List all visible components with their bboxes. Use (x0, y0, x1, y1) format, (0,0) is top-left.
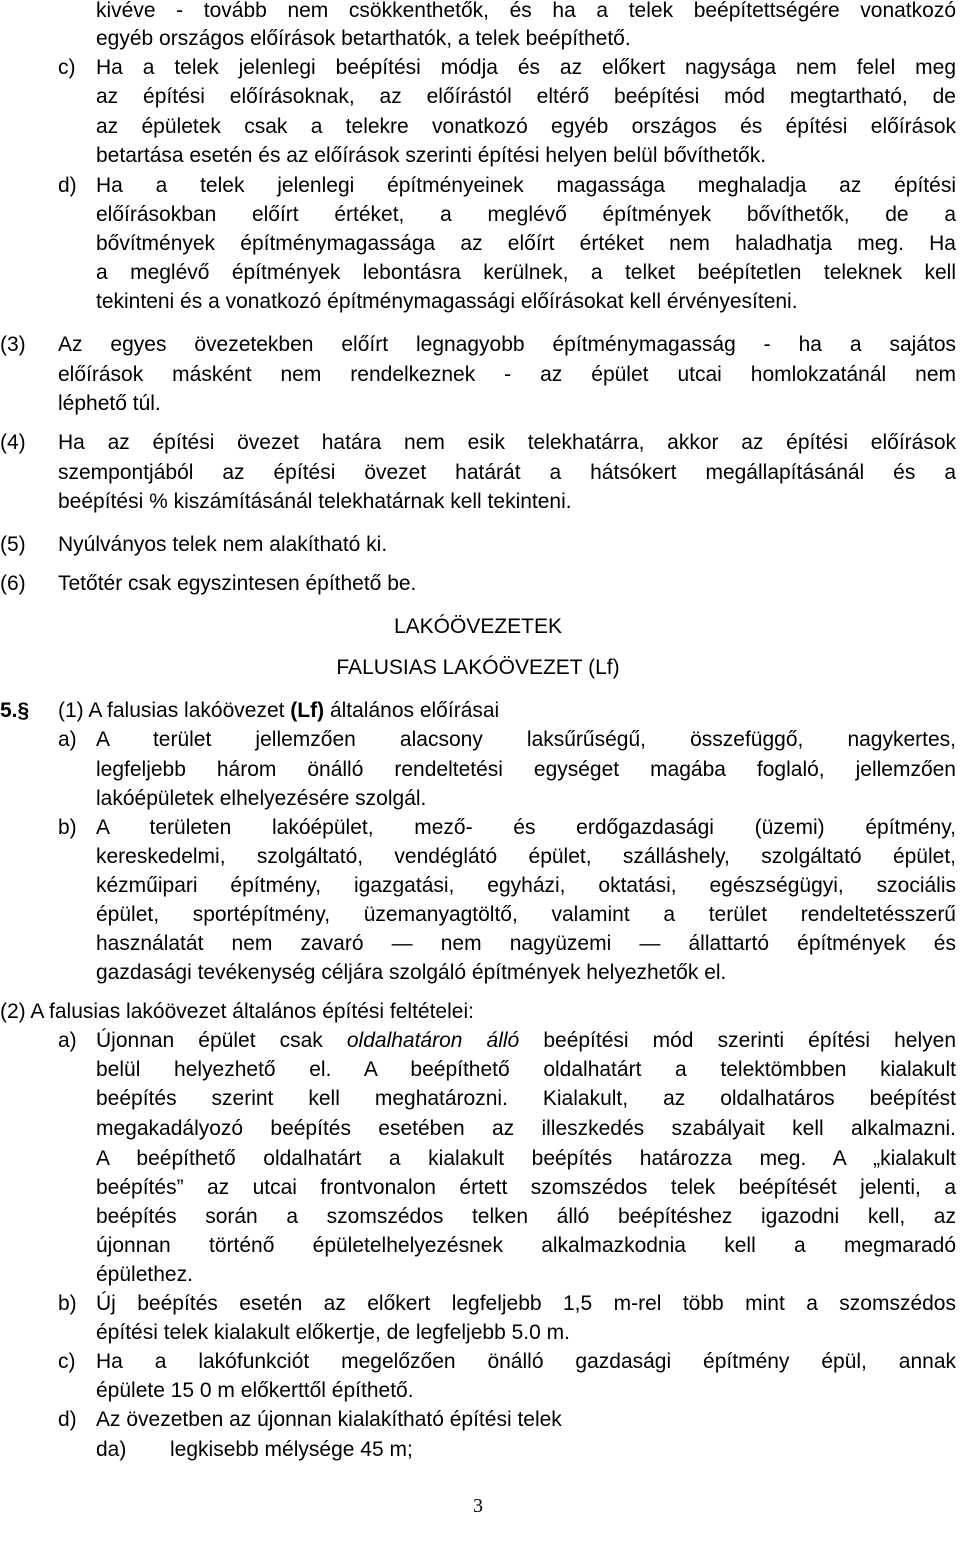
paragraph-line: a meglévő építmények lebontásra kerülnek, a telket beépítetlen teleknek kell (96, 261, 956, 284)
paragraph-line: betartása esetén és az előírások szerinti építési helyen belül bővíthetők. (96, 144, 767, 167)
item-label: d) (58, 174, 77, 197)
paragraph-line: építési telek kialakult előkertje, de legfeljebb 5.0 m. (96, 1321, 570, 1344)
paragraph-line: megakadályozó beépítés esetében az illeszkedés szabályait kell alkalmazni. (96, 1117, 956, 1140)
paragraph-line: Ha a telek jelenlegi beépítési módja és az előkert nagysága nem felel meg (96, 56, 956, 79)
paragraph-line: szempontjából az építési övezet határát a hátsókert megállapításánál és a (58, 461, 956, 484)
paragraph-heading: (2) A falusias lakóövezet általános építési feltételei: (0, 1000, 474, 1023)
paragraph-line: kereskedelmi, szolgáltató, vendéglátó épület, szálláshely, szolgáltató épület, (96, 845, 956, 868)
paragraph-line: léphető túl. (58, 392, 161, 415)
paragraph-line: Ha a telek jelenlegi építményeinek magassága meghaladja az építési (96, 174, 956, 197)
paragraph-line: beépítés szerint kell meghatározni. Kialakult, az oldalhatáros beépítést (96, 1087, 956, 1110)
paragraph-line: tekinteni és a vonatkozó építménymagassági előírásokat kell érvényesíteni. (96, 290, 798, 313)
paragraph-line: épülethez. (96, 1263, 193, 1286)
paragraph-line: Ha az építési övezet határa nem esik telekhatárra, akkor az építési előírások (58, 431, 956, 454)
paragraph-line: bővítmények építménymagassága az előírt értéket nem haladhatja meg. Ha (96, 232, 956, 255)
text-run: beépítési mód szerinti építési helyen (519, 1029, 956, 1052)
subitem-label: da) (96, 1438, 127, 1461)
paragraph-line: épület, sportépítmény, üzemanyagtöltő, valamint a terület rendeltetésszerű (96, 903, 956, 926)
section-number: 5.§ (0, 699, 30, 722)
paragraph-line: Ha a lakófunkciót megelőzően önálló gazdasági építmény épül, annak (96, 1350, 956, 1373)
paragraph-line: újonnan történő épületelhelyezésnek alkalmazkodnia kell a megmaradó (96, 1234, 956, 1257)
paragraph-line: belül helyezhető el. A beépíthető oldalhatárt a telektömbben kialakult (96, 1058, 956, 1081)
paragraph-line: beépítés során a szomszédos telken álló beépítéshez igazodni kell, az (96, 1205, 956, 1228)
paragraph-line: előírásokban előírt értéket, a meglévő építmények bővíthetők, de a (96, 203, 956, 226)
paragraph-line: épülete 15 0 m előkerttől építhető. (96, 1379, 414, 1402)
paragraph-line: beépítési % kiszámításánál telekhatárnak kell tekinteni. (58, 490, 572, 513)
paragraph-line: A területen lakóépület, mező- és erdőgazdasági (üzemi) építmény, (96, 816, 956, 839)
paragraph-line: beépítés” az utcai frontvonalon értett szomszédos telek beépítését jelenti, a (96, 1176, 956, 1199)
continuation-line: egyéb országos előírások betarthatók, a telek beépíthető. (96, 27, 631, 50)
section-title (58, 700, 499, 721)
paragraph-number: (4) (0, 431, 26, 454)
subsection-heading: FALUSIAS LAKÓÖVEZET (Lf) (336, 656, 620, 679)
item-label: b) (58, 1292, 77, 1315)
section-title-text: (1) A falusias lakóövezet (58, 699, 291, 722)
paragraph-line: az épületek csak a telekre vonatkozó egyéb országos és építési előírások (96, 115, 956, 138)
item-label: a) (58, 728, 77, 751)
paragraph-line: A terület jellemzően alacsony laksűrűségű, összefüggő, nagykertes, (96, 728, 956, 751)
paragraph-line: A beépíthető oldalhatárt a kialakult beépítés határozza meg. A „kialakult (96, 1147, 956, 1170)
item-label: c) (58, 56, 76, 79)
paragraph-line: Új beépítés esetén az előkert legfeljebb 1,5 m-rel több mint a szomszédos (96, 1292, 956, 1315)
paragraph-line: előírások másként nem rendelkeznek - az épület utcai homlokzatánál nem (58, 363, 956, 386)
paragraph-number: (5) (0, 533, 26, 556)
paragraph-number: (6) (0, 572, 26, 595)
paragraph-number: (3) (0, 333, 26, 356)
item-label: b) (58, 816, 77, 839)
page-number: 3 (473, 1495, 483, 1517)
paragraph-line: Az övezetben az újonnan kialakítható építési telek (96, 1408, 562, 1431)
item-label: a) (58, 1029, 77, 1052)
paragraph-line: az építési előírásoknak, az előírástól eltérő beépítési mód megtartható, de (96, 85, 956, 108)
paragraph-line: kézműipari építmény, igazgatási, egyházi, oktatási, egészségügyi, szociális (96, 874, 956, 897)
emphasized-term: oldalhatáron álló (346, 1029, 520, 1052)
zone-code: (Lf) (290, 699, 325, 722)
paragraph-line: Tetőtér csak egyszintesen építhető be. (58, 572, 417, 595)
item-label: c) (58, 1350, 76, 1373)
item-label: d) (58, 1408, 77, 1431)
paragraph-line: legkisebb mélysége 45 m; (170, 1438, 413, 1461)
paragraph-line: Az egyes övezetekben előírt legnagyobb építménymagasság - ha a sajátos (58, 333, 956, 356)
paragraph-line: Nyúlványos telek nem alakítható ki. (58, 533, 388, 556)
paragraph-line: gazdasági tevékenység céljára szolgáló építmények helyezhetők el. (96, 961, 727, 984)
continuation-line: kivéve - tovább nem csökkenthetők, és ha a telek beépítettségére vonatkozó (96, 0, 956, 22)
section-title-text: általános előírásai (324, 699, 500, 722)
paragraph-line (96, 1030, 956, 1051)
text-run: Újonnan épület csak (96, 1029, 347, 1052)
section-heading: LAKÓÖVEZETEK (393, 615, 563, 638)
paragraph-line: használatát nem zavaró — nem nagyüzemi — állattartó építmények és (96, 932, 956, 955)
paragraph-line: lakóépületek elhelyezésére szolgál. (96, 787, 427, 810)
paragraph-line: legfeljebb három önálló rendeltetési egységet magába foglaló, jellemzően (96, 758, 956, 781)
